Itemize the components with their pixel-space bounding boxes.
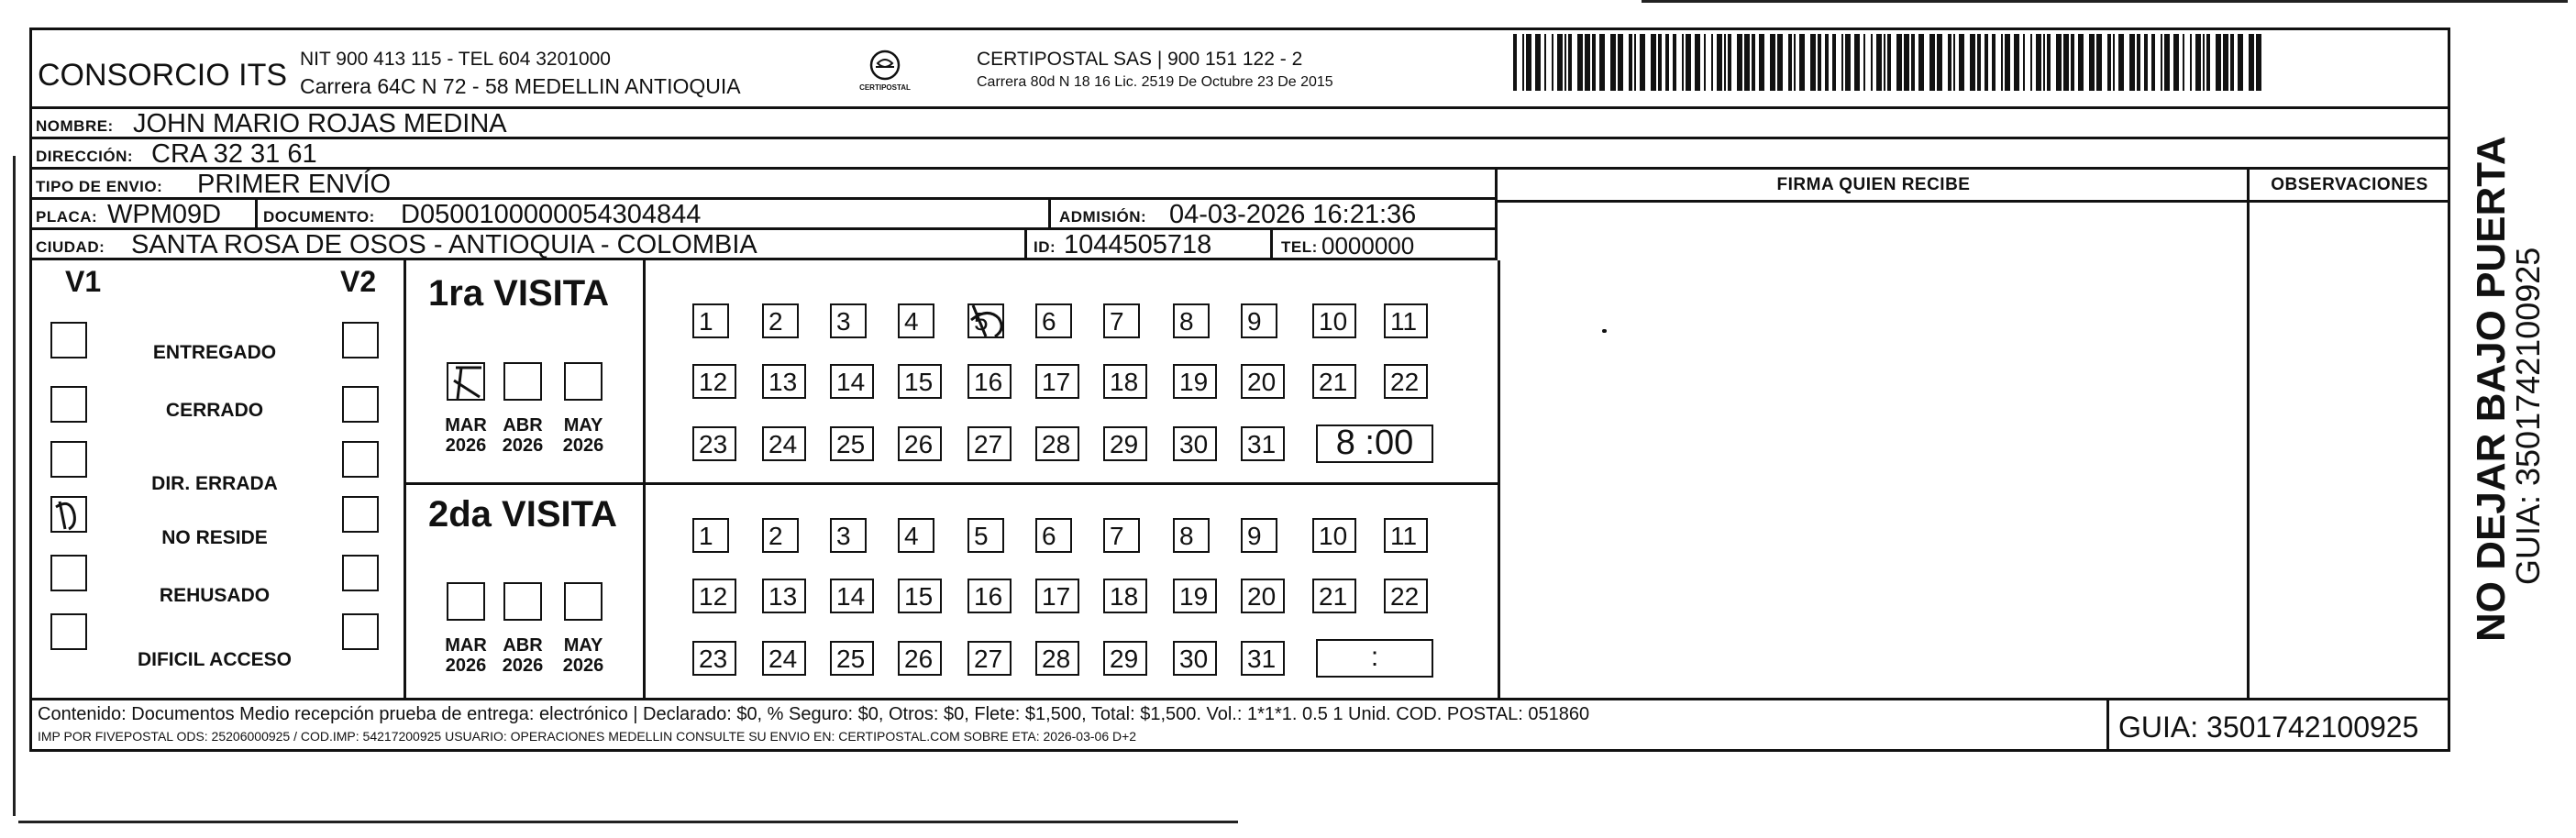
tel-label: TEL: <box>1281 238 1318 256</box>
barcode-bar <box>2249 34 2254 91</box>
placa-value: WPM09D <box>107 200 222 229</box>
day-box[interactable]: 24 <box>762 641 806 676</box>
barcode-bar <box>2206 34 2210 91</box>
second-visit-label: 2da VISITA <box>428 494 617 535</box>
id-divider <box>1024 230 1027 260</box>
tel-value: 0000000 <box>1321 232 1415 259</box>
barcode-bar <box>2173 34 2179 91</box>
day-box[interactable]: 28 <box>1035 641 1079 676</box>
month-checkbox[interactable] <box>503 362 542 401</box>
day-box[interactable]: 1 <box>692 303 729 338</box>
status-option-label: ENTREGADO <box>152 342 277 363</box>
day-box[interactable]: 13 <box>762 364 806 399</box>
day-box[interactable]: 6 <box>1035 518 1072 553</box>
month-label: ABR 2026 <box>502 635 544 676</box>
barcode-bar <box>2089 34 2095 91</box>
v2-checkbox[interactable] <box>342 386 379 423</box>
day-box[interactable]: 21 <box>1312 364 1356 399</box>
barcode-bar <box>2107 34 2111 91</box>
month-label: MAR 2026 <box>445 415 487 456</box>
ciudad-value: SANTA ROSA DE OSOS - ANTIOQUIA - COLOMBIA <box>131 230 757 259</box>
certipostal-logo-text: CERTIPOSTAL <box>859 83 911 92</box>
day-box[interactable]: 23 <box>692 426 736 461</box>
company-address: Carrera 64C N 72 - 58 MEDELLIN ANTIOQUIA <box>300 74 741 98</box>
barcode-bar <box>1658 34 1662 91</box>
barcode-bar <box>1744 34 1750 91</box>
barcode-bar <box>1884 34 1885 91</box>
day-box[interactable]: 27 <box>967 426 1012 461</box>
day-box[interactable]: 14 <box>830 364 874 399</box>
day-box[interactable]: 12 <box>692 364 736 399</box>
barcode-bar <box>2230 34 2234 91</box>
company-name: CONSORCIO ITS <box>38 58 288 93</box>
barcode-bar <box>1634 34 1636 91</box>
scan-edge-bottom <box>18 821 1238 823</box>
month-checkbox[interactable] <box>447 362 485 401</box>
day-box[interactable]: 27 <box>967 641 1012 676</box>
barcode-bar <box>2078 34 2084 91</box>
barcode-bar <box>2001 34 2003 91</box>
barcode-bar <box>2216 34 2221 91</box>
barcode-bar <box>1599 34 1605 91</box>
placa-label: PLACA: <box>36 208 98 226</box>
form-header <box>32 30 2448 109</box>
barcode-bar <box>1970 34 1975 91</box>
certipostal-logo <box>857 45 912 100</box>
footer-guia-divider <box>2106 698 2109 752</box>
barcode-bar <box>1557 34 1563 91</box>
barcode-bar <box>1704 34 1706 91</box>
barcode-bar <box>2238 34 2243 91</box>
barcode-bar <box>1887 34 1891 91</box>
visit-split-line <box>404 482 1498 485</box>
admision-value: 04-03-2026 16:21:36 <box>1169 200 1417 229</box>
footer-guia: GUIA: 3501742100925 <box>2118 711 2419 744</box>
barcode-bar <box>2030 34 2032 91</box>
day-box[interactable]: 1 <box>692 518 729 553</box>
day-box[interactable]: 11 <box>1384 518 1428 553</box>
v2-checkbox[interactable] <box>342 555 379 591</box>
footer-top-line <box>32 698 2450 700</box>
barcode-bar <box>1728 34 1731 91</box>
barcode-bar <box>1737 34 1742 91</box>
nombre-row <box>32 109 2448 139</box>
barcode-bar <box>1665 34 1669 91</box>
day-box[interactable]: 13 <box>762 579 806 613</box>
day-box[interactable]: 26 <box>898 641 942 676</box>
day-box[interactable]: 28 <box>1035 426 1079 461</box>
barcode-bar <box>2096 34 2102 91</box>
nombre-value: JOHN MARIO ROJAS MEDINA <box>133 109 507 138</box>
observaciones-label: OBSERVACIONES <box>2271 175 2428 194</box>
barcode-bar <box>1918 34 1924 91</box>
barcode-bar <box>2036 34 2041 91</box>
barcode-bar <box>2014 34 2019 91</box>
barcode-bar <box>1535 34 1541 91</box>
barcode-bar <box>1818 34 1821 91</box>
barcode-bar <box>1863 34 1865 91</box>
barcode-bar <box>2137 34 2140 91</box>
scan-edge-top <box>1642 0 2568 3</box>
v1-checkbox[interactable] <box>50 496 87 533</box>
barcode-bar <box>1788 34 1792 91</box>
barcode-bar <box>1799 34 1805 91</box>
day-box[interactable]: 5 <box>967 518 1004 553</box>
barcode-bar <box>1770 34 1775 91</box>
barcode-bar <box>1759 34 1764 91</box>
barcode-bar <box>2183 34 2184 91</box>
status-option-label: DIR. ERRADA <box>151 473 278 494</box>
day-box[interactable]: 23 <box>692 641 736 676</box>
day-box[interactable]: 15 <box>898 364 942 399</box>
certipostal-license: Carrera 80d N 18 16 Lic. 2519 De Octubre 23 De 2015 <box>977 74 1333 90</box>
barcode-bar <box>2190 34 2192 91</box>
day-box[interactable]: 9 <box>1241 303 1277 338</box>
v2-checkbox[interactable] <box>342 613 379 650</box>
barcode <box>1513 34 2265 91</box>
barcode-bar <box>1896 34 1902 91</box>
day-box[interactable]: 3 <box>830 518 867 553</box>
barcode-bar <box>1825 34 1829 91</box>
barcode-bar <box>1526 34 1531 91</box>
barcode-bar <box>2129 34 2135 91</box>
day-box[interactable]: 10 <box>1312 303 1356 338</box>
documento-label: DOCUMENTO: <box>263 208 375 226</box>
barcode-bar <box>2063 34 2069 91</box>
status-option-label: REHUSADO <box>159 585 271 606</box>
tel-divider <box>1270 230 1273 260</box>
first-visit-label: 1ra VISITA <box>428 273 610 314</box>
month-checkbox[interactable] <box>564 582 603 621</box>
day-box[interactable]: 31 <box>1241 426 1285 461</box>
day-box[interactable]: 6 <box>1035 303 1072 338</box>
barcode-bar <box>1577 34 1583 91</box>
firma-label: FIRMA QUIEN RECIBE <box>1776 175 1971 194</box>
day-box[interactable]: 25 <box>830 641 874 676</box>
barcode-bar <box>1948 34 1951 91</box>
barcode-bar <box>1845 34 1851 91</box>
day-box[interactable]: 7 <box>1103 303 1140 338</box>
side-guia: GUIA: 3501742100925 <box>2509 247 2547 585</box>
day-box[interactable]: 24 <box>762 426 806 461</box>
placa-row <box>32 200 1498 230</box>
day-box[interactable]: 8 <box>1173 518 1210 553</box>
day-box[interactable]: 12 <box>692 579 736 613</box>
nombre-label: NOMBRE: <box>36 117 114 135</box>
barcode-bar <box>1717 34 1722 91</box>
second-visit-time[interactable]: : <box>1316 639 1433 678</box>
day-box[interactable]: 11 <box>1384 303 1428 338</box>
barcode-bar <box>1544 34 1546 91</box>
placa-divider <box>255 200 258 230</box>
admision-label: ADMISIÓN: <box>1059 208 1147 226</box>
status-option-label: NO RESIDE <box>161 527 268 548</box>
contenido-text: Contenido: Documentos Medio recepción prueba de entrega: electrónico | Declarado: $0, % Seguro: $0, Otros: $0, Flete: $1,500, Total: $1,500. Vol.: 1*1*1. 0.5 1 Unid. COD. POSTAL: 051860 <box>38 704 1590 724</box>
barcode-bar <box>2113 34 2115 91</box>
barcode-bar <box>1904 34 1909 91</box>
id-value: 1044505718 <box>1064 230 1212 259</box>
day-box[interactable]: 14 <box>830 579 874 613</box>
barcode-bar <box>1977 34 1981 91</box>
barcode-bar <box>1564 34 1566 91</box>
barcode-bar <box>2195 34 2201 91</box>
no-dejar-bajo-puerta: NO DEJAR BAJO PUERTA <box>2469 136 2514 642</box>
v2-label: V2 <box>340 265 377 298</box>
day-box[interactable]: 18 <box>1103 579 1147 613</box>
signature-dot <box>1602 329 1607 333</box>
v1-checkbox[interactable] <box>50 322 87 358</box>
barcode-bar <box>1568 34 1572 91</box>
day-box[interactable]: 9 <box>1241 518 1277 553</box>
observaciones-divider <box>2247 170 2250 700</box>
barcode-bar <box>1841 34 1843 91</box>
barcode-bar <box>2203 34 2205 91</box>
v1-checkbox[interactable] <box>50 386 87 423</box>
barcode-bar <box>2164 34 2170 91</box>
barcode-bar <box>2005 34 2010 91</box>
day-box[interactable]: 2 <box>762 518 799 553</box>
barcode-bar <box>1959 34 1964 91</box>
direccion-row <box>32 139 2448 170</box>
day-box[interactable]: 19 <box>1173 579 1217 613</box>
month-label: MAY 2026 <box>562 635 604 676</box>
barcode-bar <box>1686 34 1691 91</box>
company-nit: NIT 900 413 115 - TEL 604 3201000 <box>300 49 611 70</box>
barcode-bar <box>2161 34 2162 91</box>
month-checkbox[interactable] <box>564 362 603 401</box>
v1-checkbox[interactable] <box>50 613 87 650</box>
barcode-bar <box>1629 34 1632 91</box>
tipo-row <box>32 170 1498 200</box>
day-box[interactable]: 10 <box>1312 518 1356 553</box>
tipo-label: TIPO DE ENVIO: <box>36 178 163 195</box>
status-option-label: DIFICIL ACCESO <box>137 649 292 670</box>
day-box[interactable]: 5 <box>967 303 1004 338</box>
day-box[interactable]: 29 <box>1103 641 1147 676</box>
barcode-bar <box>1522 34 1524 91</box>
barcode-bar <box>2144 34 2148 91</box>
barcode-bar <box>2256 34 2261 91</box>
day-box[interactable]: 16 <box>967 579 1012 613</box>
visit-right-divider <box>1498 260 1500 700</box>
barcode-bar <box>2047 34 2051 91</box>
month-checkbox[interactable] <box>447 582 485 621</box>
delivery-form <box>29 28 2450 752</box>
first-visit-time[interactable]: 8 :00 <box>1316 425 1433 463</box>
day-box[interactable]: 30 <box>1173 641 1217 676</box>
day-box[interactable]: 16 <box>967 364 1012 399</box>
barcode-bar <box>1953 34 1955 91</box>
month-label: MAY 2026 <box>562 415 604 456</box>
barcode-bar <box>1640 34 1645 91</box>
day-box[interactable]: 25 <box>830 426 874 461</box>
day-box[interactable]: 2 <box>762 303 799 338</box>
barcode-bar <box>2056 34 2062 91</box>
day-box[interactable]: 19 <box>1173 364 1217 399</box>
barcode-bar <box>1810 34 1816 91</box>
day-box[interactable]: 15 <box>898 579 942 613</box>
day-box[interactable]: 4 <box>898 518 934 553</box>
ciudad-row <box>32 230 1498 260</box>
direccion-label: DIRECCIÓN: <box>36 148 134 165</box>
admision-divider <box>1048 200 1051 230</box>
v1-label: V1 <box>65 265 102 298</box>
barcode-bar <box>1552 34 1553 91</box>
barcode-bar <box>1651 34 1656 91</box>
barcode-bar <box>1794 34 1796 91</box>
barcode-bar <box>1985 34 1988 91</box>
ciudad-label: CIUDAD: <box>36 238 105 256</box>
barcode-bar <box>1937 34 1942 91</box>
day-box[interactable]: 17 <box>1035 579 1079 613</box>
barcode-bar <box>1695 34 1700 91</box>
status-option-label: CERRADO <box>165 400 264 421</box>
barcode-bar <box>1592 34 1596 91</box>
barcode-bar <box>1871 34 1873 91</box>
barcode-bar <box>1724 34 1726 91</box>
barcode-bar <box>1711 34 1713 91</box>
day-box[interactable]: 4 <box>898 303 934 338</box>
day-box[interactable]: 8 <box>1173 303 1210 338</box>
barcode-bar <box>2151 34 2155 91</box>
v1-checkbox[interactable] <box>50 555 87 591</box>
day-box[interactable]: 18 <box>1103 364 1147 399</box>
day-box[interactable]: 22 <box>1384 579 1428 613</box>
day-box[interactable]: 21 <box>1312 579 1356 613</box>
documento-value: D0500100000054304844 <box>401 200 702 229</box>
id-label: ID: <box>1034 238 1056 256</box>
day-box[interactable]: 22 <box>1384 364 1428 399</box>
v2-checkbox[interactable] <box>342 441 379 478</box>
visit-mid-divider <box>643 260 646 700</box>
v2-checkbox[interactable] <box>342 322 379 358</box>
day-box[interactable]: 30 <box>1173 426 1217 461</box>
barcode-bar <box>2118 34 2124 91</box>
visit-left-divider <box>404 260 406 700</box>
barcode-bar <box>1832 34 1836 91</box>
day-box[interactable]: 26 <box>898 426 942 461</box>
barcode-bar <box>2023 34 2025 91</box>
direccion-value: CRA 32 31 61 <box>151 139 317 169</box>
v2-checkbox[interactable] <box>342 496 379 533</box>
barcode-bar <box>1618 34 1623 91</box>
month-checkbox[interactable] <box>503 582 542 621</box>
scan-edge-left <box>13 156 16 816</box>
day-box[interactable]: 31 <box>1241 641 1285 676</box>
barcode-bar <box>1585 34 1590 91</box>
month-label: ABR 2026 <box>502 415 544 456</box>
barcode-bar <box>1777 34 1783 91</box>
imp-text: IMP POR FIVEPOSTAL ODS: 25206000925 / COD.IMP: 54217200925 USUARIO: OPERACIONES MEDELLIN CONSULTE SU ENVIO EN: CERTIPOSTAL.COM SOBRE ETA: 2026-03-06 D+2 <box>38 729 1137 744</box>
barcode-bar <box>1752 34 1755 91</box>
tipo-value: PRIMER ENVÍO <box>197 170 392 199</box>
barcode-bar <box>1610 34 1616 91</box>
barcode-bar <box>1682 34 1684 91</box>
barcode-bar <box>1911 34 1915 91</box>
barcode-bar <box>2071 34 2074 91</box>
barcode-bar <box>1876 34 1882 91</box>
barcode-bar <box>1929 34 1935 91</box>
firma-header-line <box>1498 200 2450 203</box>
day-box[interactable]: 20 <box>1241 364 1285 399</box>
day-box[interactable]: 29 <box>1103 426 1147 461</box>
barcode-bar <box>1513 34 1517 91</box>
barcode-bar <box>2043 34 2045 91</box>
barcode-bar <box>1673 34 1676 91</box>
day-box[interactable]: 17 <box>1035 364 1079 399</box>
barcode-bar <box>1854 34 1860 91</box>
month-label: MAR 2026 <box>445 635 487 676</box>
day-box[interactable]: 7 <box>1103 518 1140 553</box>
day-box[interactable]: 3 <box>830 303 867 338</box>
day-box[interactable]: 20 <box>1241 579 1285 613</box>
v1-checkbox[interactable] <box>50 441 87 478</box>
certipostal-info: CERTIPOSTAL SAS | 900 151 122 - 2 <box>977 49 1303 70</box>
barcode-bar <box>1992 34 1996 91</box>
barcode-bar <box>2223 34 2228 91</box>
